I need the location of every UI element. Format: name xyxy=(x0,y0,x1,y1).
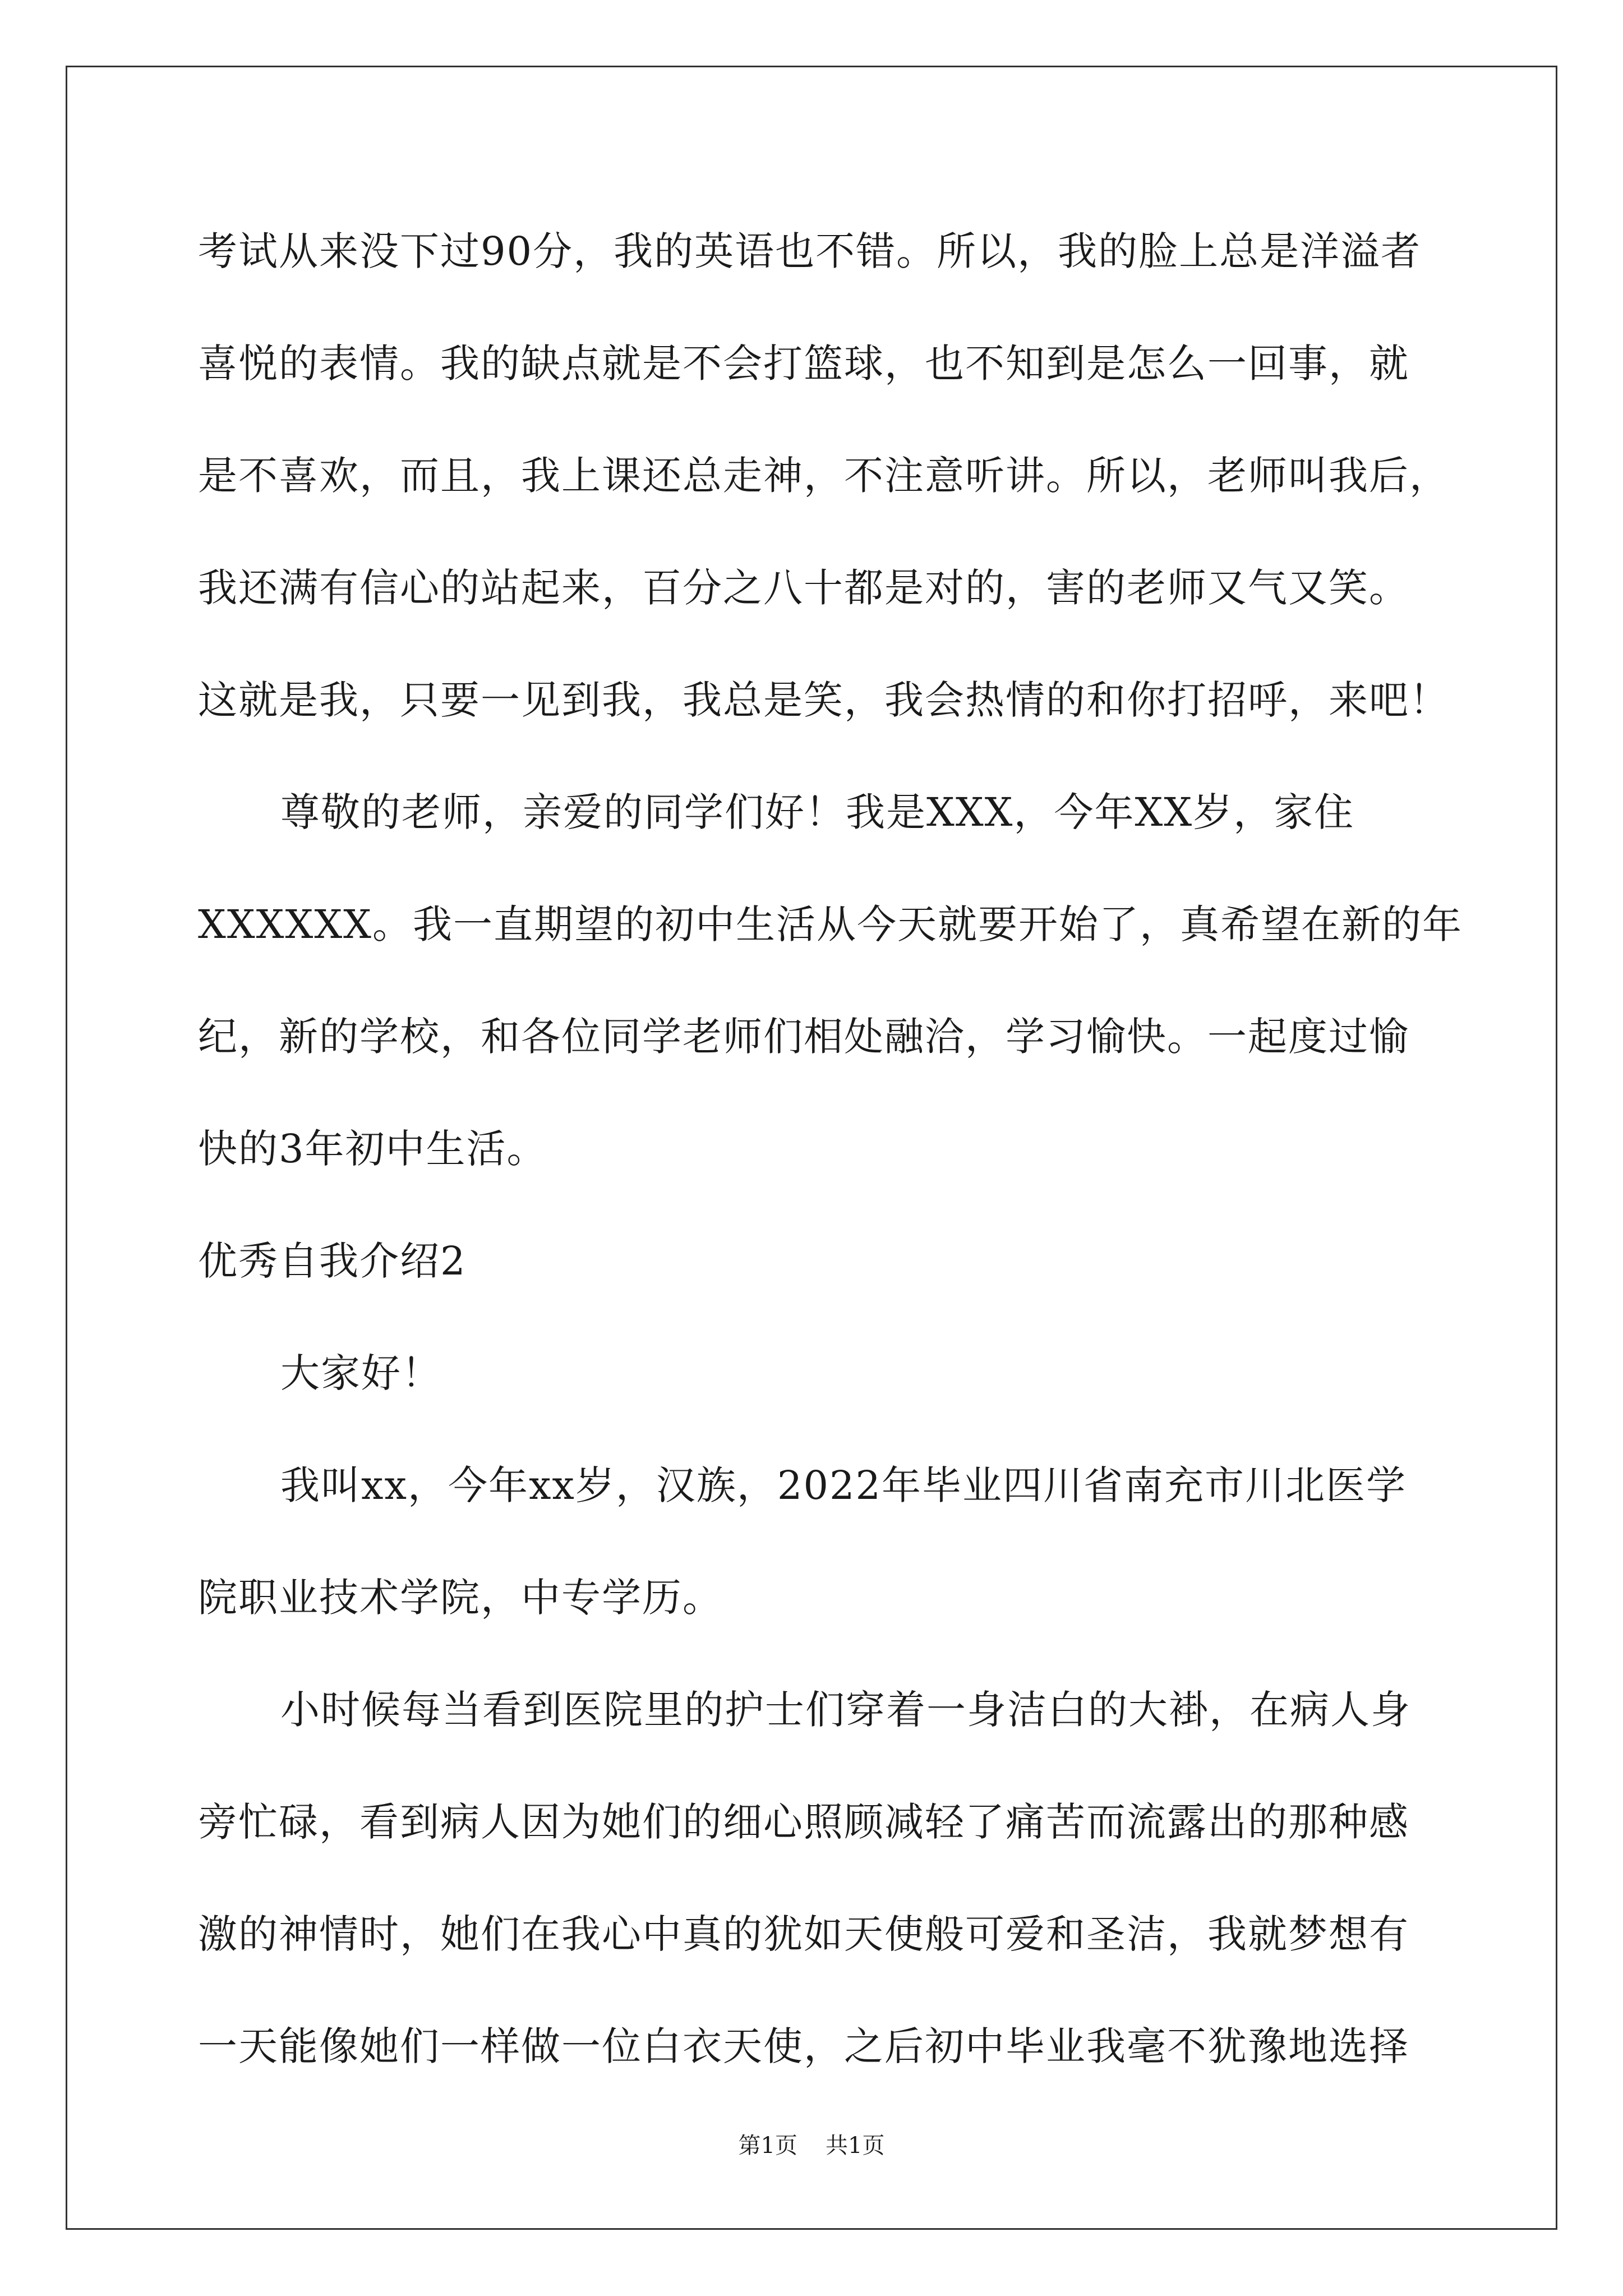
paragraph-line: XXXXXX。我一直期望的初中生活从今天就要开始了，真希望在新的年 xyxy=(198,901,1463,947)
paragraph-line: 我叫xx，今年xx岁，汉族，2022年毕业四川省南充市川北医学 xyxy=(280,1462,1407,1508)
paragraph-line: 我还满有信心的站起来，百分之八十都是对的，害的老师又气又笑。 xyxy=(198,565,1409,611)
section-heading: 优秀自我介绍2 xyxy=(198,1238,467,1284)
paragraph-line: 是不喜欢，而且，我上课还总走神，不注意听讲。所以，老师叫我后， xyxy=(198,453,1450,499)
paragraph-line: 旁忙碌，看到病人因为她们的细心照顾减轻了痛苦而流露出的那种感 xyxy=(198,1799,1409,1845)
paragraph-line: 小时候每当看到医院里的护士们穿着一身洁白的大褂，在病人身 xyxy=(280,1687,1411,1733)
paragraph-line: 尊敬的老师，亲爱的同学们好！我是XXX，今年XX岁，家住 xyxy=(280,789,1355,835)
paragraph-line: 考试从来没下过90分，我的英语也不错。所以，我的脸上总是洋溢者 xyxy=(198,228,1422,274)
paragraph-line: 这就是我，只要一见到我，我总是笑，我会热情的和你打招呼，来吧！ xyxy=(198,677,1450,723)
greeting-line: 大家好！ xyxy=(280,1350,442,1396)
paragraph-line: 快的3年初中生活。 xyxy=(198,1126,547,1172)
paragraph-line: 院职业技术学院，中专学历。 xyxy=(198,1575,723,1621)
page-number: 第1页 xyxy=(738,2133,797,2159)
page-footer xyxy=(0,2129,1623,2162)
paragraph-line: 喜悦的表情。我的缺点就是不会打篮球，也不知到是怎么一回事，就 xyxy=(198,341,1409,386)
paragraph-line: 激的神情时，她们在我心中真的犹如天使般可爱和圣洁，我就梦想有 xyxy=(198,1911,1409,1957)
paragraph-line: 纪，新的学校，和各位同学老师们相处融洽，学习愉快。一起度过愉 xyxy=(198,1014,1409,1060)
page-total: 共1页 xyxy=(826,2133,885,2159)
paragraph-line: 一天能像她们一样做一位白衣天使，之后初中毕业我毫不犹豫地选择 xyxy=(198,2023,1409,2069)
